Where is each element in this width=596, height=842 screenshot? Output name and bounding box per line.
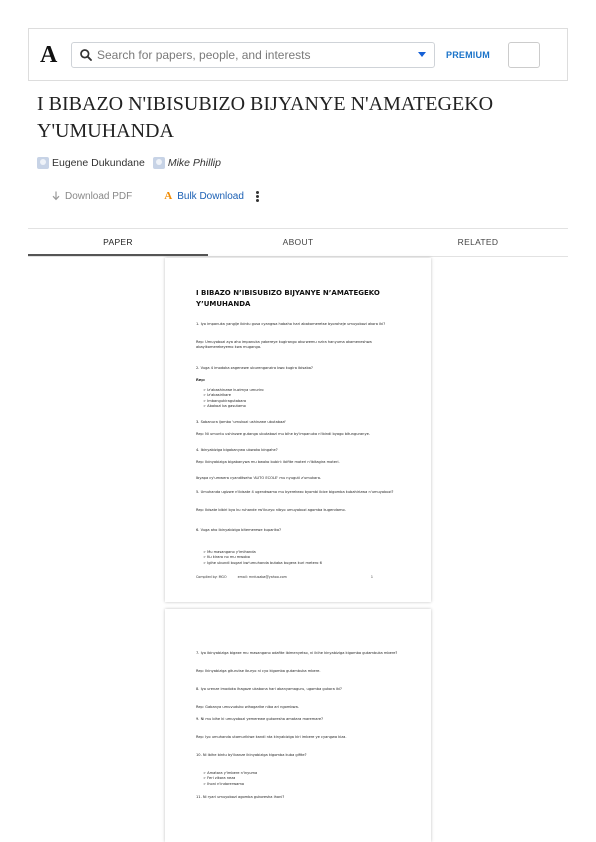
avatar	[153, 157, 165, 169]
document-text: 3. Sobanura ijambo 'umukozi ushinzwe ubutabazi'	[196, 420, 287, 424]
document-text: Rep:	[196, 378, 206, 382]
document-bullet-list	[203, 550, 398, 566]
more-options-icon[interactable]	[256, 191, 259, 202]
premium-link[interactable]: PREMIUM	[446, 50, 490, 60]
user-menu-button[interactable]	[508, 42, 540, 68]
list-item: ➢ Igihe ubundi bugari bw'umuhanda butaba bugera kuri metero 6	[203, 561, 398, 566]
document-text: 9. Ni mu bihe ki umuyobozi yemerewe gukoresha amatara maremare?	[196, 717, 323, 721]
document-text: Rep: Ibinyabiziga bigabanywa mu bwoko bubiri: ibifite moteri n'ibitagira moteri.	[196, 460, 340, 464]
document-text: Rep: Ikinyabiziga giturutse iburyo ni cyo kigomba gutambuka mbere.	[196, 669, 321, 673]
search-input[interactable]	[97, 44, 407, 66]
author-2[interactable]	[153, 157, 221, 169]
document-footer	[196, 575, 401, 579]
author-name[interactable]: Mike Phillip	[167, 157, 221, 169]
paper-tabs	[28, 228, 568, 257]
tab-about[interactable]: ABOUT	[282, 237, 314, 247]
document-bullet-list	[203, 771, 398, 787]
list-item: ➢ Ku kiraro no mu mwobo	[203, 555, 398, 560]
author-list	[37, 155, 229, 171]
avatar	[37, 157, 49, 169]
footer-email: email: mrdusaba@yahoo.com	[237, 575, 287, 579]
document-text: 5. Umuhanda ugizwe n'ibisate 4 ugendwamo mu byerekezo byombi ibice bigomba kubahirizwa n'umuyobozi?	[196, 490, 394, 494]
chevron-down-icon[interactable]	[418, 52, 426, 57]
document-text: 1. Iyo impanuka yangije ibintu gusa cyangwa habaho hari abakomeretse byoroheje umuyobozi akora iki?	[196, 322, 386, 326]
document-text: 2. Vuga 4 imodoka zagenewe uburenganzira bwo kugira ibisaba?	[196, 366, 313, 370]
list-item: ➢ Iz'abashinzwe kuzimya umuriro	[203, 388, 398, 393]
document-text: Rep: Ibisate bibiri byo ku ruhande rw'iburyo nibyo umuyobozi agomba kugendamo.	[196, 508, 346, 512]
document-page-2	[165, 609, 431, 842]
tab-paper[interactable]: PAPER	[28, 229, 208, 256]
academia-a-icon: A	[164, 190, 173, 202]
search-box[interactable]	[71, 42, 435, 68]
document-text: Rep: Ni umuntu ushinzwe gutanga ubutabazi mu bihe by'impanuka n'ibindi byago bitunguranye.	[196, 432, 370, 436]
list-item: ➢ Iz'abasirikare	[203, 393, 398, 398]
document-text: 6. Vuga aho ibinyabiziga bitemerewe kuparika?	[196, 528, 282, 532]
document-text: 4. Ibinyabiziga bigabanywa ubwoko bingahe?	[196, 448, 278, 452]
tab-related[interactable]: RELATED	[457, 237, 499, 247]
document-bullet-list	[203, 388, 398, 410]
bulk-download-button[interactable]	[164, 190, 244, 202]
list-item: ➢ Abakozi ba gasutamo	[203, 404, 398, 409]
paper-title: I BIBAZO N'IBISUBIZO BIJYANYE N'AMATEGEKO Y'UMUHANDA	[37, 93, 494, 142]
list-item: ➢ Imbangukiragutabara	[203, 399, 398, 404]
document-text: Ibyapa cy'umwera cyanditseho 'AUTO ECOLE' mu nyuguti z'umukara.	[196, 476, 322, 480]
academia-logo[interactable]: A	[40, 42, 58, 68]
author-name[interactable]: Eugene Dukundane	[52, 157, 145, 169]
search-icon[interactable]	[79, 48, 93, 62]
download-pdf-button[interactable]	[52, 191, 132, 202]
top-navigation-bar	[28, 28, 568, 81]
document-text: Rep: Umuyobozi aya aho impanuka yabereye kugirango akurwemu nzira hanyuma akameneshwa abayikomerekeyemo kwa muganga.	[196, 340, 372, 350]
document-text: 7. Iyo ibinyabiziga bigeze mu masangano adafite ibimenyetso, ni ikihe kinyabiziga kigomba gutambuka mbere?	[196, 651, 398, 655]
download-arrow-icon	[52, 191, 60, 201]
list-item: ➢ Feri zikora neza	[203, 776, 398, 781]
author-1[interactable]	[37, 157, 145, 169]
list-item: ➢ Mu masangano y'imihanda	[203, 550, 398, 555]
document-text: 8. Iyo urenze imodoka ihagaze ukabona hari abanyamaguru, ugomba gukora iki?	[196, 687, 342, 691]
document-page-1	[165, 258, 431, 602]
document-text: 11. Ni ryari umuyobozi agomba gukoresha ihoni?	[196, 795, 285, 799]
page-number: 1	[370, 575, 373, 579]
list-item: ➢ Amatara y'imbere n'inyuma	[203, 771, 398, 776]
document-text: Rep: Iyo umuhanda utamurikiwe kandi nta kinyabiziga kiri imbere ye cyangwa kiza.	[196, 735, 347, 739]
paper-actions	[52, 188, 259, 204]
document-title: I BIBAZO N’IBISUBIZO BIJYANYE N’AMATEGEKO Y’UMUHANDA	[196, 289, 380, 308]
bulk-download-label: Bulk Download	[177, 190, 244, 202]
download-pdf-label: Download PDF	[65, 190, 133, 202]
footer-compiler: Compiled by: MGO	[196, 575, 227, 579]
document-text: Rep: Gabanya umuvuduko wihagarike niba ari ngombwa.	[196, 705, 299, 709]
document-text: 10. Ni ibihe bintu by'ibanze ikinyabiziga kigomba kuba gifite?	[196, 753, 307, 757]
list-item: ➢ Ihoni n'indorerwamo	[203, 782, 398, 787]
